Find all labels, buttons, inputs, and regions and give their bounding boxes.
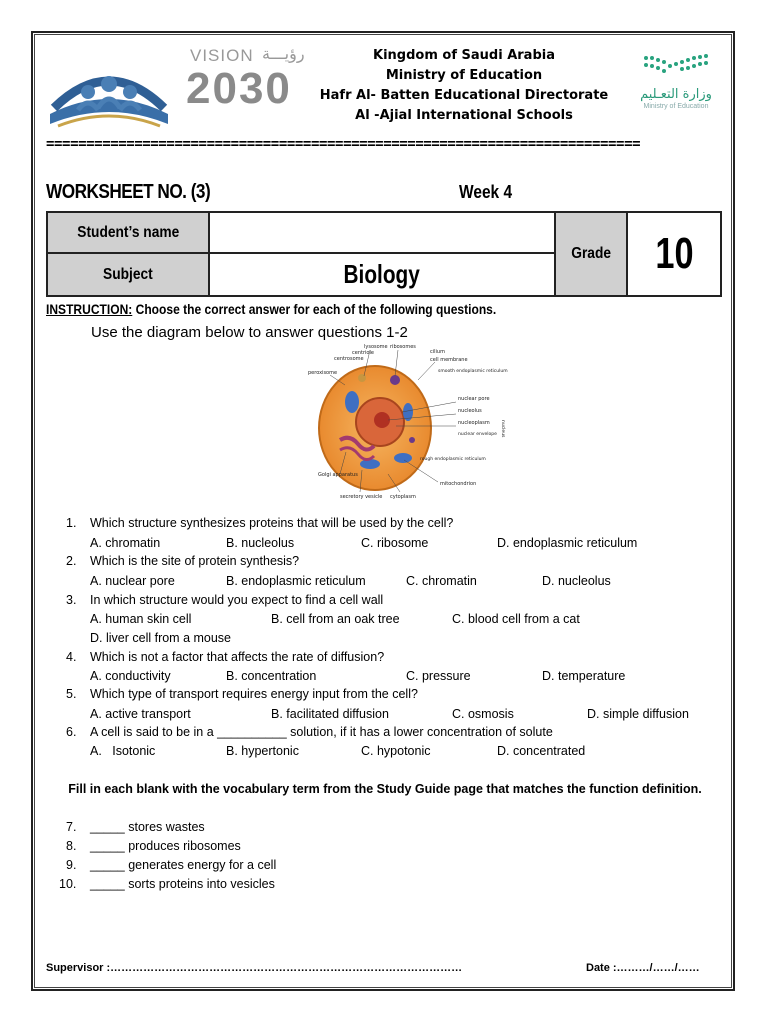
option-a[interactable]: A. Isotonic: [90, 744, 156, 758]
fill-item-9[interactable]: _____ generates energy for a cell: [90, 858, 277, 872]
option-a[interactable]: A. human skin cell: [90, 612, 192, 626]
fill-item-7-num: 7.: [66, 820, 77, 834]
header-line-3: Hafr Al- Batten Educational Directorate: [319, 88, 609, 103]
diagram-label-nuclear-pore: nuclear pore: [458, 396, 490, 402]
header-line-2: Ministry of Education: [385, 68, 543, 83]
diagram-label-smooth-er: smooth endoplasmic reticulum: [438, 369, 508, 374]
question-text: Which is the site of protein synthesis?: [90, 554, 300, 568]
header-line-1: Kingdom of Saudi Arabia: [373, 48, 555, 63]
header-text: [318, 46, 610, 126]
diagram-intro: Use the diagram below to answer questions 1-2: [91, 324, 408, 341]
option-c[interactable]: C. ribosome: [361, 536, 429, 550]
vision-2030-logo: [186, 46, 318, 118]
option-d[interactable]: D. simple diffusion: [587, 707, 689, 721]
ministry-logo: [620, 50, 732, 130]
option-b[interactable]: B. concentration: [226, 669, 317, 683]
option-d[interactable]: D. concentrated: [497, 744, 586, 758]
option-a[interactable]: A. nuclear pore: [90, 574, 175, 588]
diagram-label-secretory-vesicle: secretory vesicle: [340, 494, 383, 500]
diagram-label-nucleus: nucleus: [500, 420, 505, 438]
student-info-table: [46, 211, 722, 297]
separator-line: ==========================================================================: [46, 136, 641, 152]
mitochondrion-shape-3: [360, 459, 380, 469]
question-text: Which structure synthesizes proteins that will be used by the cell?: [90, 516, 454, 530]
diagram-label-golgi: Golgi apparatus: [318, 472, 358, 478]
option-d[interactable]: D. endoplasmic reticulum: [497, 536, 638, 550]
option-c[interactable]: C. osmosis: [452, 707, 514, 721]
instruction-prefix: INSTRUCTION:: [46, 301, 133, 317]
instruction-text: Choose the correct answer for each of the following questions.: [132, 301, 497, 317]
question-text: Which type of transport requires energy input from the cell?: [90, 687, 418, 701]
option-c[interactable]: C. pressure: [406, 669, 471, 683]
grade-label: Grade: [555, 212, 627, 296]
ministry-dots-icon: [636, 50, 716, 82]
nucleolus-shape: [374, 412, 390, 428]
date-line: Date :………/……/……: [586, 962, 700, 974]
diagram-label-cilium: cilium: [430, 349, 445, 355]
student-name-label: Student’s name: [47, 212, 209, 253]
fill-item-9-num: 9.: [66, 858, 77, 872]
option-a[interactable]: A. chromatin: [90, 536, 161, 550]
diagram-label-nuclear-envelope: nuclear envelope: [458, 432, 497, 437]
diagram-label-cytoplasm: cytoplasm: [390, 494, 416, 500]
diagram-label-centriole: centriole: [352, 350, 374, 356]
option-b[interactable]: B. endoplasmic reticulum: [226, 574, 366, 588]
question-text: In which structure would you expect to find a cell wall: [90, 593, 384, 607]
vision-year: 2030: [186, 64, 292, 113]
week-label: Week 4: [459, 182, 513, 202]
diagram-label-mitochondrion: mitochondrion: [440, 481, 477, 487]
fill-item-10[interactable]: _____ sorts proteins into vesicles: [90, 877, 275, 891]
option-c[interactable]: C. chromatin: [406, 574, 477, 588]
fill-item-7[interactable]: _____ stores wastes: [90, 820, 205, 834]
school-logo: [40, 44, 178, 136]
supervisor-line: Supervisor :……………………………………………………………………………………: [46, 962, 463, 974]
ministry-english: Ministry of Education: [643, 103, 709, 110]
question-text: A cell is said to be in a __________ solution, if it has a lower concentration of solute: [90, 725, 553, 739]
ministry-arabic: وزارة التعـليم: [640, 87, 712, 102]
option-a[interactable]: A. conductivity: [90, 669, 171, 683]
subject-value: Biology: [209, 253, 555, 296]
student-name-field[interactable]: [209, 212, 555, 253]
option-b[interactable]: B. facilitated diffusion: [271, 707, 389, 721]
diagram-label-rough-er: rough endoplasmic reticulum: [420, 457, 486, 462]
diagram-label-ribosomes: ribosomes: [390, 344, 416, 350]
diagram-label-peroxisome: peroxisome: [308, 370, 338, 376]
option-d[interactable]: D. nucleolus: [542, 574, 611, 588]
diagram-label-nucleoplasm: nucleoplasm: [458, 420, 490, 426]
grade-value: 10: [627, 212, 721, 296]
mitochondrion-shape-4: [394, 453, 412, 463]
worksheet-title: WORKSHEET NO. (3): [46, 181, 211, 203]
diagram-label-centrosome: centrosome: [334, 356, 364, 362]
diagram-label-lysosome: lysosome: [364, 344, 388, 350]
option-d[interactable]: D. liver cell from a mouse: [90, 631, 232, 645]
option-d[interactable]: D. temperature: [542, 669, 626, 683]
option-b[interactable]: B. cell from an oak tree: [271, 612, 400, 626]
mitochondrion-shape-1: [345, 391, 359, 413]
animal-cell-diagram: [300, 340, 510, 505]
diagram-label-cell-membrane: cell membrane: [430, 357, 468, 363]
fill-item-8-num: 8.: [66, 839, 77, 853]
vision-label: VISION: [190, 46, 254, 65]
question-text: Which is not a factor that affects the rate of diffusion?: [90, 650, 385, 664]
option-b[interactable]: B. hypertonic: [226, 744, 299, 758]
fill-instruction: Fill in each blank with the vocabulary term from the Study Guide page that matches the function definition.: [68, 782, 702, 796]
fill-item-10-num: 10.: [59, 877, 77, 891]
diagram-label-nucleolus: nucleolus: [458, 408, 482, 414]
header-line-4: Al -Ajial International Schools: [355, 108, 573, 123]
option-b[interactable]: B. nucleolus: [226, 536, 295, 550]
fill-item-8[interactable]: _____ produces ribosomes: [90, 839, 241, 853]
option-c[interactable]: C. hypotonic: [361, 744, 431, 758]
option-a[interactable]: A. active transport: [90, 707, 191, 721]
vision-arabic: رؤيـــة: [262, 44, 305, 63]
subject-label: Subject: [47, 253, 209, 296]
instruction: [46, 301, 496, 317]
option-c[interactable]: C. blood cell from a cat: [452, 612, 580, 626]
